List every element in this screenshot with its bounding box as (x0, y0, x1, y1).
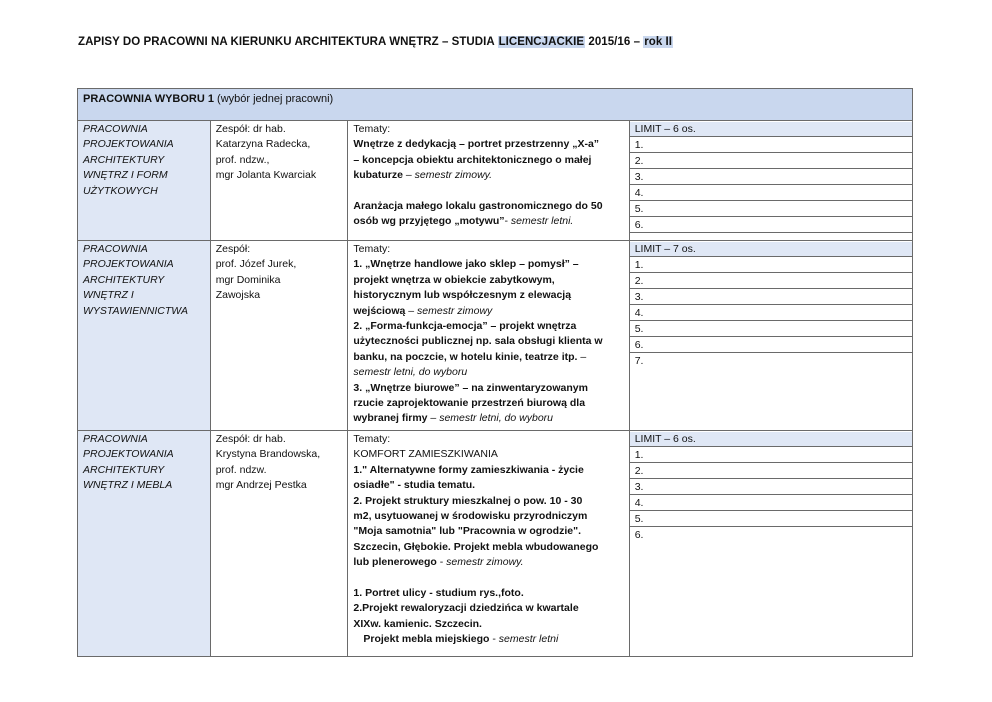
topics-cell (348, 431, 629, 656)
signup-slot[interactable]: 2. (630, 463, 912, 479)
topics-label: Tematy: (353, 123, 391, 135)
signup-slot[interactable]: 4. (630, 495, 912, 511)
topic-line: Wnętrze z dedykacją – portret przestrzenny „X-a” (353, 138, 600, 151)
header-note: (wybór jednej pracowni) (213, 93, 334, 105)
topic-line (353, 214, 623, 229)
signup-slot[interactable]: 5. (630, 201, 912, 217)
signup-slot[interactable]: 5. (630, 511, 912, 527)
topic-line: osiadłe" - studia tematu. (353, 479, 476, 492)
signup-slot[interactable]: 2. (630, 153, 912, 169)
studio-name-line: WNĘTRZ I MEBLA (83, 479, 173, 492)
signup-slot[interactable]: 4. (630, 305, 912, 321)
team-line: mgr Dominika (215, 273, 281, 286)
title-highlight-year: rok II (644, 36, 673, 48)
studio-name-line: UŻYTKOWYCH (83, 184, 158, 197)
team-line: Zespół: dr hab. (215, 123, 286, 135)
topics-cell (348, 121, 629, 240)
topic-bold: banku, na poczcie, w hotelu kinie, teatrze itp. (353, 350, 578, 363)
table-row (78, 431, 912, 656)
signup-cell (630, 431, 912, 656)
studio-name-cell (78, 431, 211, 656)
topic-line: rzucie zaprojektowanie przestrzeń biurową dla (353, 397, 586, 410)
semester-note: semestr zimowy. (414, 169, 493, 182)
team-line: Zespół: (215, 243, 251, 255)
table-header (78, 89, 912, 121)
topic-heading: KOMFORT ZAMIESZKIWANIA (353, 448, 498, 461)
signup-slot[interactable]: 1. (630, 447, 912, 463)
studio-name-line: WYSTAWIENNICTWA (83, 304, 188, 317)
studio-name-line: WNĘTRZ I FORM (83, 169, 168, 182)
topic-line: 2. Projekt struktury mieszkalnej o pow. 10 - 30 (353, 494, 583, 507)
topic-sep: – (402, 169, 415, 182)
topics-label: Tematy: (353, 243, 391, 255)
topic-line: 1." Alternatywne formy zamieszkiwania - życie (353, 463, 584, 476)
team-cell (211, 241, 349, 430)
signup-slot[interactable]: 2. (630, 273, 912, 289)
topic-sep: - (489, 633, 499, 646)
topic-bold: wybranej firmy (353, 412, 428, 425)
semester-note: semestr letni, do wyboru (353, 366, 468, 379)
team-line: Zespół: dr hab. (215, 433, 286, 445)
semester-note: semestr zimowy (417, 304, 493, 317)
signup-cell (630, 121, 912, 240)
signup-slot[interactable]: 6. (630, 337, 912, 353)
topic-line: 2.Projekt rewaloryzacji dziedzińca w kwartale (353, 602, 579, 615)
topic-line: 1. „Wnętrze handlowe jako sklep – pomysł” – (353, 258, 579, 271)
studio-name-line: PRACOWNIA (83, 433, 148, 445)
topic-bold: osób wg przyjętego „motywu” (353, 215, 505, 228)
signup-slot[interactable]: 1. (630, 137, 912, 153)
team-line: Katarzyna Radecka, (215, 138, 311, 151)
team-line: mgr Andrzej Pestka (215, 479, 307, 492)
topic-line (353, 555, 623, 570)
topics-cell (348, 241, 629, 430)
topic-line (353, 168, 623, 183)
signup-slot[interactable]: 5. (630, 321, 912, 337)
semester-note: semestr letni, do wyboru (439, 412, 554, 425)
team-line: prof. ndzw., (215, 153, 270, 166)
topic-line: 1. Portret ulicy - studium rys.,foto. (353, 587, 524, 600)
table-row (78, 121, 912, 241)
enrollment-table (77, 88, 913, 657)
spacer (353, 184, 623, 199)
signup-slot[interactable]: 3. (630, 289, 912, 305)
topic-sep: – (577, 350, 587, 363)
topic-line (353, 350, 623, 365)
signup-slot[interactable]: 6. (634, 529, 644, 541)
semester-note: semestr letni. (510, 215, 574, 228)
limit-label: LIMIT – 6 os. (630, 432, 912, 447)
topic-line: Szczecin, Głębokie. Projekt mebla wbudowanego (353, 540, 599, 553)
topic-line: projekt wnętrza w obiekcie zabytkowym, (353, 273, 555, 286)
topic-line (353, 632, 623, 647)
topic-sep: - (436, 556, 447, 569)
studio-name-cell (78, 241, 211, 430)
topic-line: – koncepcja obiektu architektonicznego o małej (353, 153, 592, 166)
topic-sep: – (427, 412, 440, 425)
signup-slot[interactable]: 1. (630, 257, 912, 273)
topic-line: XIXw. kamienic. Szczecin. (353, 617, 482, 630)
signup-slot[interactable]: 3. (630, 479, 912, 495)
team-line: mgr Jolanta Kwarciak (215, 169, 317, 182)
topic-line: 2. „Forma-funkcja-emocja” – projekt wnętrza (353, 320, 577, 333)
title-prefix: ZAPISY DO PRACOWNI NA KIERUNKU ARCHITEKTURA WNĘTRZ – STUDIA (78, 36, 498, 48)
studio-name-line: PROJEKTOWANIA (83, 258, 174, 271)
document-title (78, 35, 673, 50)
spacer (353, 571, 623, 586)
signup-slot[interactable]: 7. (634, 355, 644, 367)
title-middle: 2015/16 – (585, 36, 644, 48)
studio-name-line: PROJEKTOWANIA (83, 138, 174, 151)
topic-bold: Projekt mebla miejskiego (363, 633, 490, 646)
studio-name-line: PRACOWNIA (83, 123, 148, 135)
topic-line: m2, usytuowanej w środowisku przyrodniczym (353, 510, 588, 523)
header-bold: PRACOWNIA WYBORU 1 (83, 93, 214, 105)
table-row (78, 241, 912, 431)
studio-name-line: ARCHITEKTURY (83, 273, 165, 286)
signup-slot[interactable]: 6. (630, 217, 912, 233)
topic-line: "Moja samotnia" lub "Pracownia w ogrodzie". (353, 525, 582, 538)
team-line: prof. Józef Jurek, (215, 258, 297, 271)
signup-slot[interactable]: 3. (630, 169, 912, 185)
topics-label: Tematy: (353, 433, 391, 445)
team-line: prof. ndzw. (215, 463, 267, 476)
topic-line: użyteczności publicznej np. sala obsługi klienta w (353, 335, 603, 348)
team-cell (211, 431, 349, 656)
semester-note: semestr zimowy. (446, 556, 524, 569)
topic-bold: wejściową (353, 304, 406, 317)
team-line: Zawojska (215, 289, 261, 302)
topic-bold: kubaturze (353, 169, 403, 182)
topic-line: 3. „Wnętrze biurowe” – na zinwentaryzowanym (353, 381, 588, 394)
studio-name-line: ARCHITEKTURY (83, 463, 165, 476)
studio-name-line: PRACOWNIA (83, 243, 148, 255)
limit-label: LIMIT – 7 os. (630, 242, 912, 257)
limit-label: LIMIT – 6 os. (630, 122, 912, 137)
title-highlight-level: LICENCJACKIE (498, 36, 585, 48)
topic-sep: - (504, 215, 511, 228)
studio-name-cell (78, 121, 211, 240)
topic-line (353, 411, 623, 426)
signup-cell (630, 241, 912, 430)
team-cell (211, 121, 349, 240)
topic-line: historycznym lub współczesnym z elewacją (353, 289, 572, 302)
topic-line (353, 304, 623, 319)
topic-sep: – (405, 304, 418, 317)
studio-name-line: PROJEKTOWANIA (83, 448, 174, 461)
studio-name-line: ARCHITEKTURY (83, 153, 165, 166)
topic-bold: lub plenerowego (353, 556, 437, 569)
team-line: Krystyna Brandowska, (215, 448, 321, 461)
signup-slot[interactable]: 4. (630, 185, 912, 201)
semester-note: semestr letni (498, 633, 559, 646)
studio-name-line: WNĘTRZ I (83, 289, 134, 302)
topic-line: Aranżacja małego lokalu gastronomicznego do 50 (353, 200, 603, 213)
